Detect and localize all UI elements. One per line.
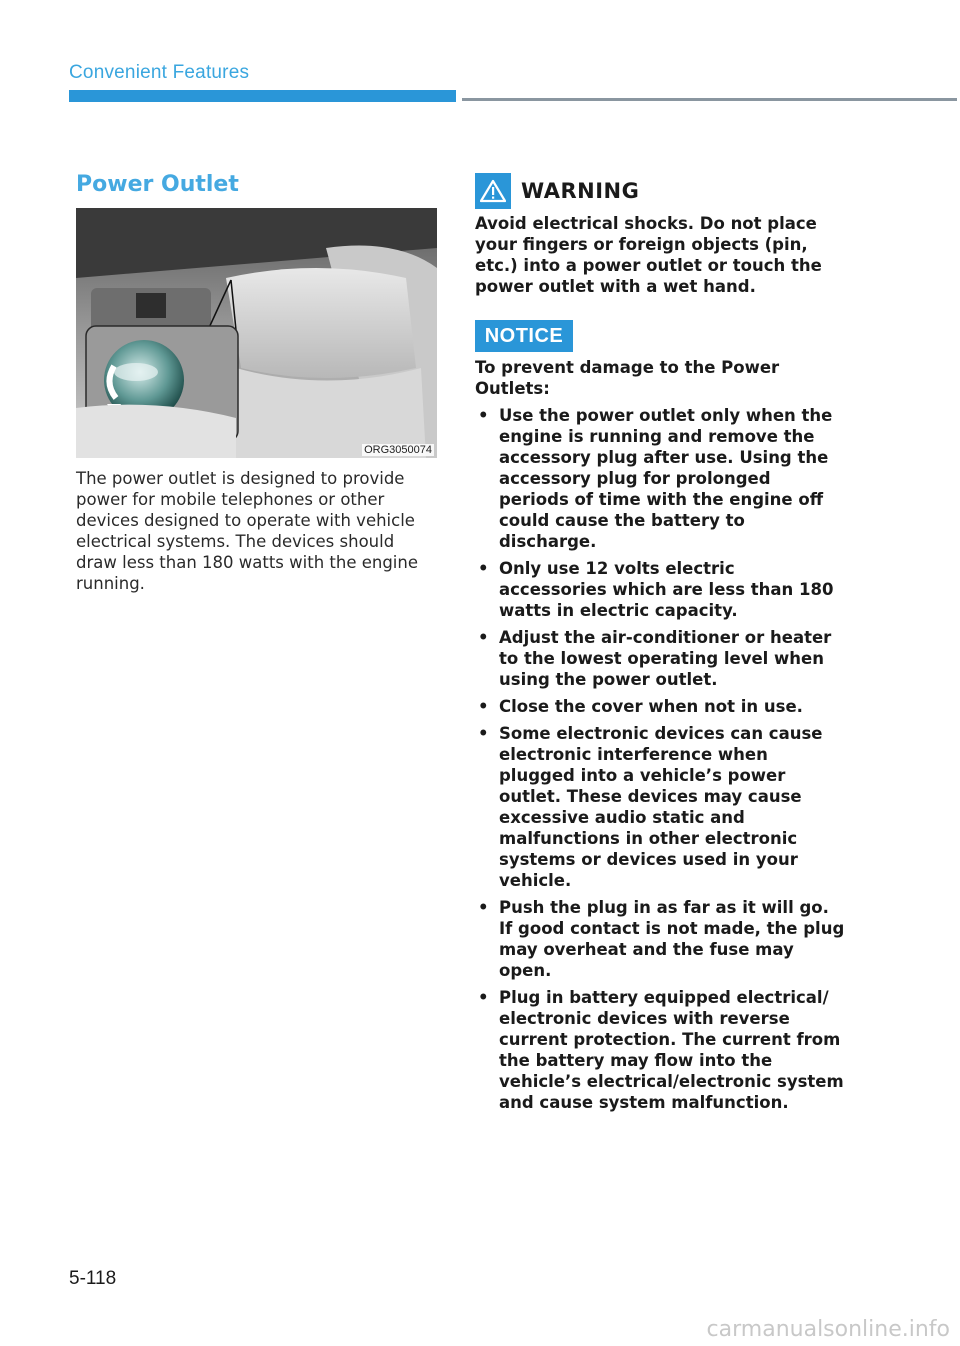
warning-triangle-icon [475,173,511,209]
console-illustration [76,208,437,458]
notice-badge: NOTICE [475,320,573,352]
notice-item: • Close the cover when not in use. [478,697,803,716]
notice-item: • Push the plug in as far as it will go. If good contact is not made, the plug may overheat and the fuse may open. [478,898,845,980]
notice-item: • Plug in battery equipped electrical/ electronic devices with reverse current protection. The current from the battery may flow into the vehicle’s electrical/electronic system and cause system malfunction. [478,988,844,1112]
notice-item: • Use the power outlet only when the engine is running and remove the accessory plug after use. Using the accessory plug for prolonged periods of time with the engine off could cause the battery to discharge. [478,406,833,551]
notice-item: • Adjust the air-conditioner or heater to the lowest operating level when using the power outlet. [478,628,832,689]
section-title: Power Outlet [76,172,239,197]
figure-code: ORG3050074 [364,444,432,456]
watermark: carmanualsonline.info [706,1317,950,1342]
notice-list [475,405,845,1119]
header-section-title: Convenient Features [69,62,250,83]
header-rule-accent [69,90,456,102]
power-outlet-figure [76,208,437,458]
warning-heading [475,173,639,209]
body-paragraph: The power outlet is designed to provide power for mobile telephones or other devices designed to operate with vehicle electrical systems. The devices should draw less than 180 watts with the engine running. [76,469,418,593]
header-rule-grey [462,98,957,101]
warning-label: WARNING [521,179,640,203]
notice-item: • Only use 12 volts electric accessories which are less than 180 watts in electric capacity. [478,559,834,620]
warning-text: Avoid electrical shocks. Do not place your fingers or foreign objects (pin, etc.) into a power outlet or touch the power outlet with a wet hand. [475,214,822,296]
page-number: 5-118 [69,1268,117,1289]
notice-intro: To prevent damage to the Power Outlets: [475,358,780,398]
notice-item: • Some electronic devices can cause electronic interference when plugged into a vehicle’s power outlet. These devices may cause excessive audio static and malfunctions in other electronic systems or devices used in your vehicle. [478,724,823,890]
